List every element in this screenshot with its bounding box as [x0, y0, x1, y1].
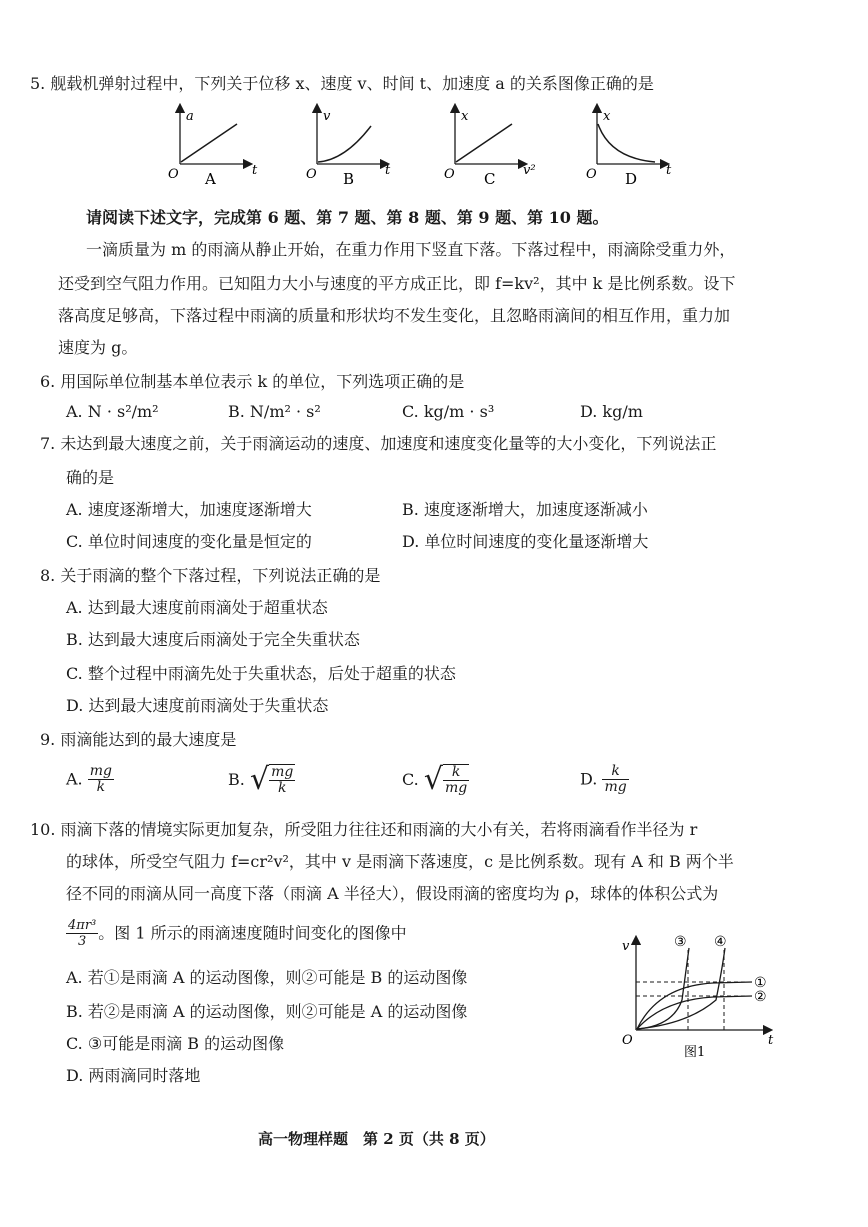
- q9-option-a[interactable]: [66, 764, 114, 804]
- q7-option-b[interactable]: B. 速度逐渐增大，加速度逐渐减小: [402, 500, 648, 519]
- reading-p4: 速度为 g。: [58, 338, 138, 357]
- q7-stem-line1: 7. 未达到最大速度之前，关于雨滴运动的速度、加速度和速度变化量等的大小变化，下列说法正: [40, 434, 717, 453]
- q9-option-d-label: D.: [580, 769, 598, 789]
- q9-option-b-sqrt: [250, 764, 295, 796]
- graph-a-label: A: [205, 170, 216, 188]
- graph-d-yaxis: x: [603, 109, 611, 124]
- fig1-caption: 图1: [684, 1045, 706, 1060]
- graph-d-origin: O: [586, 167, 597, 182]
- reading-intro: 请阅读下述文字，完成第 6 题、第 7 题、第 8 题、第 9 题、第 10 题。: [86, 208, 609, 227]
- graph-d-xaxis: t: [666, 163, 672, 178]
- q9-option-d-fraction: [602, 764, 628, 795]
- q8-option-a[interactable]: A. 达到最大速度前雨滴处于超重状态: [66, 598, 328, 617]
- q10-line1: 10. 雨滴下落的情境实际更加复杂，所受阻力往往还和雨滴的大小有关，若将雨滴看作半径为 r: [30, 820, 698, 839]
- sphere-volume-num: 4πr³: [68, 918, 97, 933]
- sqrt-icon: √: [249, 762, 270, 797]
- curve-3-label: ③: [674, 934, 687, 950]
- q10-line3: 径不同的雨滴从同一高度下落（雨滴 A 半径大），假设雨滴的密度均为 ρ，球体的体积公式为: [66, 884, 719, 903]
- sphere-volume-fraction: [66, 918, 98, 949]
- q9-option-d-den: mg: [604, 779, 627, 795]
- q10-option-d[interactable]: D. 两雨滴同时落地: [66, 1066, 201, 1085]
- curve-4-label: ④: [714, 934, 727, 950]
- q9-option-a-den: k: [96, 779, 106, 795]
- q9-stem: 9. 雨滴能达到的最大速度是: [40, 730, 237, 749]
- graph-b-label: B: [343, 170, 355, 188]
- graph-c-origin: O: [444, 167, 455, 182]
- curve-1-label: ①: [754, 975, 767, 991]
- graph-d-label: D: [625, 170, 638, 188]
- graph-a-yaxis: a: [186, 109, 194, 124]
- graph-c-xaxis: v²: [523, 163, 536, 178]
- q10-line4-text: 。图 1 所示的雨滴速度随时间变化的图像中: [98, 923, 407, 943]
- q9-option-b-label: B.: [228, 770, 245, 789]
- q8-option-d[interactable]: D. 达到最大速度前雨滴处于失重状态: [66, 696, 329, 715]
- graph-b-yaxis: v: [323, 109, 331, 124]
- q6-option-a[interactable]: A. N · s²/m²: [66, 402, 159, 421]
- figure-1: [618, 930, 798, 1070]
- graph-b-xaxis: t: [385, 163, 391, 178]
- q9-option-b-den: k: [277, 780, 287, 796]
- q9-option-c-sqrt: [424, 764, 469, 796]
- q9-option-a-num: mg: [89, 763, 112, 779]
- q9-option-d-num: k: [602, 764, 628, 780]
- q10-line2: 的球体，所受空气阻力 f=cr²v²，其中 v 是雨滴下落速度，c 是比例系数。现有 A 和 B 两个半: [66, 852, 734, 871]
- graph-b-origin: O: [306, 167, 317, 182]
- q9-option-c-num: k: [443, 765, 469, 781]
- q5-graphs: [0, 100, 868, 200]
- q10-line4: [66, 918, 407, 954]
- q9-option-b-num: mg: [271, 764, 294, 780]
- q6-option-d[interactable]: D. kg/m: [580, 402, 643, 421]
- q8-stem: 8. 关于雨滴的整个下落过程，下列说法正确的是: [40, 566, 381, 585]
- q10-option-b[interactable]: B. 若②是雨滴 A 的运动图像，则②可能是 A 的运动图像: [66, 1002, 468, 1021]
- q7-option-c[interactable]: C. 单位时间速度的变化量是恒定的: [66, 532, 312, 551]
- q10-option-c[interactable]: C. ③可能是雨滴 B 的运动图像: [66, 1034, 285, 1053]
- q7-stem-line2: 确的是: [66, 468, 115, 487]
- q9-option-a-fraction: [88, 764, 114, 795]
- q9-option-c-den: mg: [444, 780, 468, 796]
- q9-option-c-label: C.: [402, 770, 419, 789]
- q7-option-a[interactable]: A. 速度逐渐增大，加速度逐渐增大: [66, 500, 312, 519]
- fig1-yaxis: v: [622, 939, 630, 954]
- graph-c: [444, 108, 536, 188]
- page-footer: 高一物理样题 第 2 页（共 8 页）: [258, 1130, 495, 1148]
- q8-option-c[interactable]: C. 整个过程中雨滴先处于失重状态，后处于超重的状态: [66, 664, 456, 683]
- q8-option-b[interactable]: B. 达到最大速度后雨滴处于完全失重状态: [66, 630, 360, 649]
- graph-a-origin: O: [168, 167, 179, 182]
- graph-a: [168, 108, 258, 188]
- q6-option-c[interactable]: C. kg/m · s³: [402, 402, 495, 421]
- curve-2-label: ②: [754, 989, 767, 1005]
- q9-option-c[interactable]: [402, 764, 469, 804]
- q9-option-d[interactable]: [580, 764, 629, 804]
- graph-a-xaxis: t: [252, 163, 258, 178]
- reading-p1: 一滴质量为 m 的雨滴从静止开始，在重力作用下竖直下落。下落过程中，雨滴除受重力外，: [86, 240, 736, 259]
- q7-option-d[interactable]: D. 单位时间速度的变化量逐渐增大: [402, 532, 649, 551]
- graph-c-yaxis: x: [461, 109, 469, 124]
- graph-d: [586, 108, 672, 188]
- q10-option-a[interactable]: A. 若①是雨滴 A 的运动图像，则②可能是 B 的运动图像: [66, 968, 468, 987]
- q6-option-b[interactable]: B. N/m² · s²: [228, 402, 321, 421]
- sphere-volume-den: 3: [77, 934, 87, 949]
- q6-stem: 6. 用国际单位制基本单位表示 k 的单位，下列选项正确的是: [40, 372, 465, 391]
- q9-option-b[interactable]: [228, 764, 295, 804]
- q5-stem: 5. 舰载机弹射过程中，下列关于位移 x、速度 v、时间 t、加速度 a 的关系图像正确的是: [30, 74, 654, 93]
- fig1-xaxis: t: [768, 1033, 774, 1048]
- reading-p3: 落高度足够高，下落过程中雨滴的质量和形状均不发生变化，且忽略雨滴间的相互作用，重力加: [58, 306, 731, 325]
- sqrt-icon: √: [423, 762, 443, 797]
- q9-option-a-label: A.: [66, 769, 83, 789]
- graph-b: [306, 108, 391, 188]
- fig1-origin: O: [622, 1033, 633, 1048]
- reading-p2: 还受到空气阻力作用。已知阻力大小与速度的平方成正比，即 f=kv²，其中 k 是比例系数。设下: [58, 274, 736, 293]
- graph-c-label: C: [484, 170, 496, 188]
